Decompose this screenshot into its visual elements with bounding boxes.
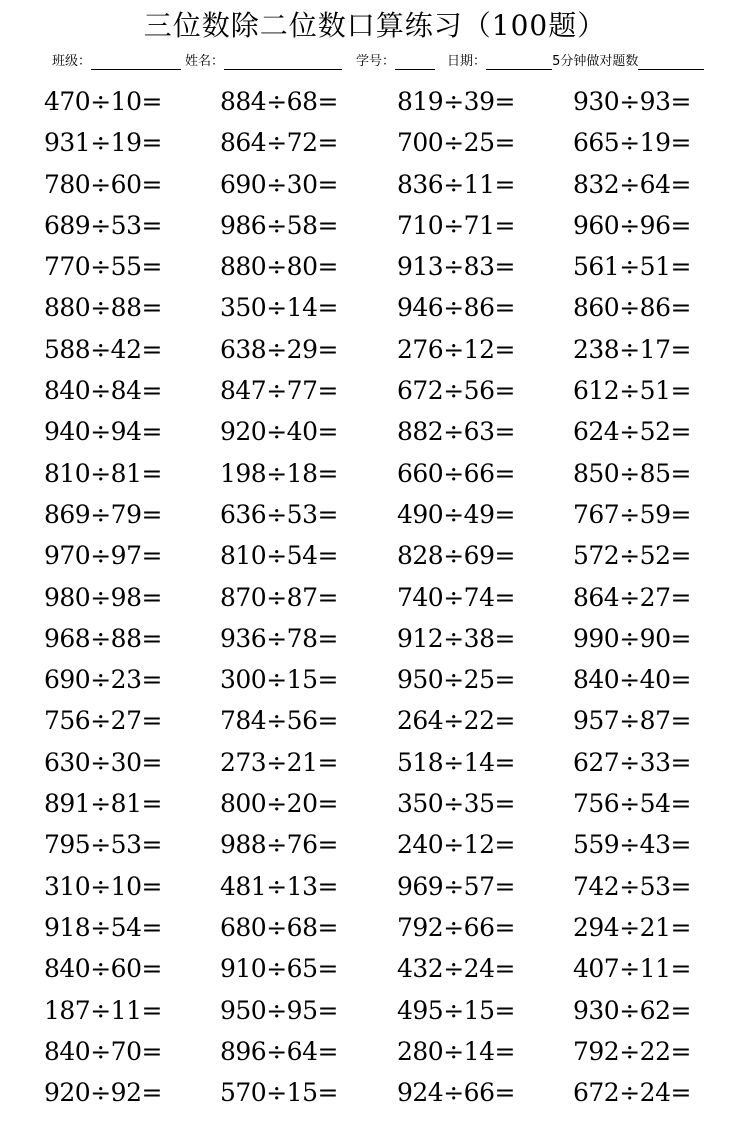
problem-item: 432÷24= [397, 954, 515, 984]
problem-item: 940÷94= [44, 417, 162, 447]
problem-item: 930÷62= [573, 995, 691, 1025]
problem-item: 931÷19= [44, 128, 162, 158]
problem-item: 570÷15= [220, 1078, 338, 1108]
problem-item: 836÷11= [397, 169, 515, 199]
problem-item: 690÷23= [44, 665, 162, 695]
problem-grid [44, 81, 744, 1113]
student-no-blank[interactable] [395, 57, 435, 70]
problem-item: 742÷53= [573, 871, 691, 901]
problem-item: 860÷86= [573, 293, 691, 323]
problem-item: 588÷42= [44, 334, 162, 364]
problem-item: 680÷68= [220, 912, 338, 942]
problem-item: 310÷10= [44, 871, 162, 901]
problem-item: 470÷10= [44, 87, 162, 116]
student-no-label: 学号： [356, 54, 396, 69]
problem-item: 957÷87= [573, 706, 691, 736]
problem-item: 882÷63= [397, 417, 515, 447]
problem-item: 946÷86= [397, 293, 515, 323]
problem-item: 350÷35= [397, 789, 515, 819]
problem-item: 240÷12= [397, 830, 515, 860]
problem-item: 840÷70= [44, 1036, 162, 1066]
problem-item: 490÷49= [397, 499, 515, 529]
problem-item: 960÷96= [573, 210, 691, 240]
class-label: 班级： [52, 54, 92, 69]
problem-item: 780÷60= [44, 169, 162, 199]
problem-item: 784÷56= [220, 706, 338, 736]
page-title: 三位数除二位数口算练习（100题） [143, 9, 607, 42]
name-label: 姓名： [185, 54, 225, 69]
problem-item: 624÷52= [573, 417, 691, 447]
problem-item: 986÷58= [220, 210, 338, 240]
problem-item: 792÷66= [397, 912, 515, 942]
problem-item: 810÷81= [44, 458, 162, 488]
problem-item: 988÷76= [220, 830, 338, 860]
problem-item: 840÷40= [573, 665, 691, 695]
problem-item: 740÷74= [397, 582, 515, 612]
problem-item: 840÷60= [44, 954, 162, 984]
problem-item: 912÷38= [397, 623, 515, 653]
problem-item: 767÷59= [573, 499, 691, 529]
problem-item: 828÷69= [397, 541, 515, 571]
problem-item: 561÷51= [573, 252, 691, 282]
class-blank[interactable] [91, 57, 181, 70]
problem-item: 264÷22= [397, 706, 515, 736]
problem-item: 795÷53= [44, 830, 162, 860]
problem-item: 627÷33= [573, 747, 691, 777]
problem-item: 672÷24= [573, 1078, 691, 1108]
problem-item: 990÷90= [573, 623, 691, 653]
student-info-row [52, 50, 750, 70]
problem-item: 864÷72= [220, 128, 338, 158]
problem-item: 559÷43= [573, 830, 691, 860]
problem-item: 518÷14= [397, 747, 515, 777]
problem-item: 840÷84= [44, 376, 162, 406]
problem-item: 819÷39= [397, 87, 515, 116]
date-label: 日期： [447, 54, 487, 69]
problem-item: 660÷66= [397, 458, 515, 488]
problem-item: 481÷13= [220, 871, 338, 901]
problem-item: 198÷18= [220, 458, 338, 488]
problem-item: 832÷64= [573, 169, 691, 199]
problem-item: 884÷68= [220, 87, 338, 116]
problem-item: 864÷27= [573, 582, 691, 612]
problem-item: 636÷53= [220, 499, 338, 529]
problem-item: 930÷93= [573, 87, 691, 116]
problem-item: 970÷97= [44, 541, 162, 571]
problem-item: 273÷21= [220, 747, 338, 777]
problem-item: 847÷77= [220, 376, 338, 406]
problem-item: 572÷52= [573, 541, 691, 571]
problem-item: 672÷56= [397, 376, 515, 406]
problem-item: 918÷54= [44, 912, 162, 942]
problem-item: 869÷79= [44, 499, 162, 529]
problem-item: 870÷87= [220, 582, 338, 612]
problem-item: 924÷66= [397, 1078, 515, 1108]
problem-item: 756÷27= [44, 706, 162, 736]
problem-item: 710÷71= [397, 210, 515, 240]
problem-item: 968÷88= [44, 623, 162, 653]
problem-item: 638÷29= [220, 334, 338, 364]
score-blank[interactable] [638, 57, 704, 70]
problem-item: 792÷22= [573, 1036, 691, 1066]
problem-item: 700÷25= [397, 128, 515, 158]
problem-item: 950÷95= [220, 995, 338, 1025]
problem-item: 810÷54= [220, 541, 338, 571]
problem-item: 690÷30= [220, 169, 338, 199]
problem-item: 800÷20= [220, 789, 338, 819]
problem-item: 891÷81= [44, 789, 162, 819]
problem-item: 920÷40= [220, 417, 338, 447]
problem-item: 936÷78= [220, 623, 338, 653]
problem-item: 350÷14= [220, 293, 338, 323]
score-label: 5分钟做对题数 [552, 54, 639, 69]
problem-item: 950÷25= [397, 665, 515, 695]
problem-item: 300÷15= [220, 665, 338, 695]
problem-item: 880÷80= [220, 252, 338, 282]
problem-item: 665÷19= [573, 128, 691, 158]
problem-item: 896÷64= [220, 1036, 338, 1066]
problem-item: 920÷92= [44, 1078, 162, 1108]
problem-item: 689÷53= [44, 210, 162, 240]
problem-item: 969÷57= [397, 871, 515, 901]
problem-item: 612÷51= [573, 376, 691, 406]
problem-item: 294÷21= [573, 912, 691, 942]
problem-item: 980÷98= [44, 582, 162, 612]
problem-item: 280÷14= [397, 1036, 515, 1066]
problem-item: 630÷30= [44, 747, 162, 777]
date-blank[interactable] [486, 57, 552, 70]
problem-item: 910÷65= [220, 954, 338, 984]
problem-item: 770÷55= [44, 252, 162, 282]
problem-item: 756÷54= [573, 789, 691, 819]
problem-item: 495÷15= [397, 995, 515, 1025]
name-blank[interactable] [224, 57, 342, 70]
problem-item: 187÷11= [44, 995, 162, 1025]
problem-item: 850÷85= [573, 458, 691, 488]
problem-item: 407÷11= [573, 954, 691, 984]
problem-item: 238÷17= [573, 334, 691, 364]
problem-item: 880÷88= [44, 293, 162, 323]
problem-item: 913÷83= [397, 252, 515, 282]
problem-item: 276÷12= [397, 334, 515, 364]
